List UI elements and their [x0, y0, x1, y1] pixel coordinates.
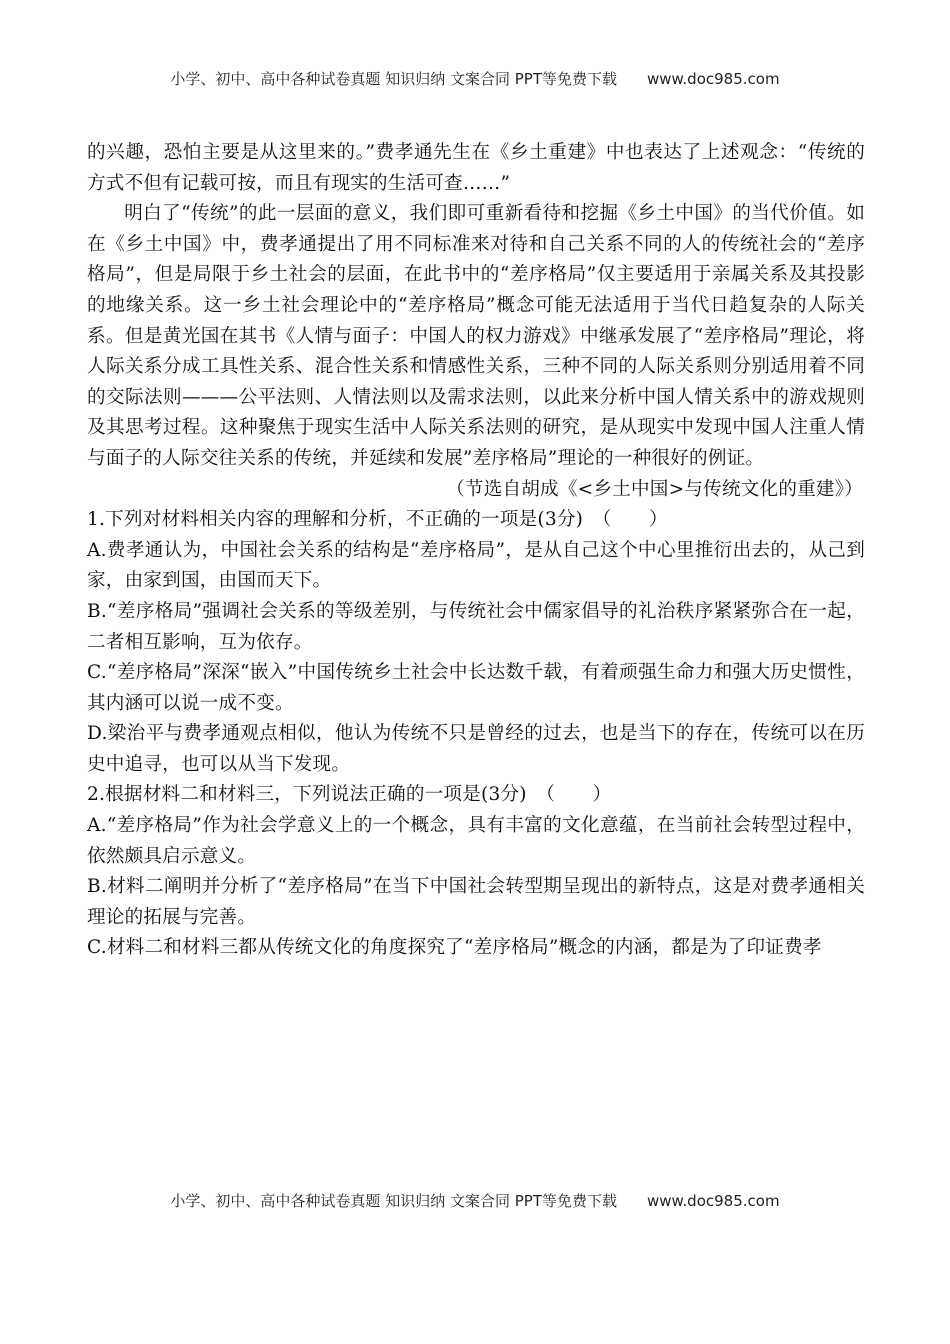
passage-source: （节选自胡成《<乡土中国>与传统文化的重建》） — [446, 478, 863, 500]
footer-site: www.doc985.com — [646, 1192, 780, 1210]
question-1-option-d: D.梁治平与费孝通观点相似，他认为传统不只是曾经的过去，也是当下的存在，传统可以在历史中追寻，也可以从当下发现。 — [87, 723, 865, 775]
page-footer — [0, 1190, 950, 1211]
question-2-option-a: A.“差序格局”作为社会学意义上的一个概念，具有丰富的文化意蕴，在当前社会转型过程中，依然颇具启示意义。 — [87, 815, 865, 867]
footer-text: 小学、初中、高中各种试卷真题 知识归纳 文案合同 PPT等免费下载 — [170, 1192, 617, 1210]
question-1-option-c: C.“差序格局”深深“嵌入”中国传统乡土社会中长达数千载，有着顽强生命力和强大历史惯性，其内涵可以说一成不变。 — [87, 662, 865, 714]
question-2-option-c: C.材料二和材料三都从传统文化的角度探究了“差序格局”概念的内涵，都是为了印证费孝 — [87, 937, 822, 959]
question-2-stem: 2.根据材料二和材料三，下列说法正确的一项是(3分) （ ） — [87, 784, 612, 806]
question-1-option-b: B.“差序格局”强调社会关系的等级差别，与传统社会中儒家倡导的礼治秩序紧紧弥合在一起，二者相互影响，互为依存。 — [87, 600, 865, 653]
question-2-option-b: B.材料二阐明并分析了“差序格局”在当下中国社会转型期呈现出的新特点，这是对费孝通相关理论的拓展与完善。 — [87, 876, 865, 928]
header-text: 小学、初中、高中各种试卷真题 知识归纳 文案合同 PPT等免费下载 — [170, 70, 617, 88]
header-site: www.doc985.com — [646, 70, 780, 88]
passage-paragraph-2: 明白了“传统”的此一层面的意义，我们即可重新看待和挖掘《乡土中国》的当代价值。如在《乡土中国》中，费孝通提出了用不同标准来对待和自己关系不同的人的传统社会的“差序格局”，但是局限于乡土社会的层面，在此书中的“差序格局”仅主要适用于亲属关系及其投影的地缘关系。这一乡土社会理论中的“差序格局”概念可能无法适用于当代日趋复杂的人际关系。但是黄光国在其书《人情与面子：中国人的权力游戏》中继承发展了“差序格局”理论，将人际关系分成工具性关系、混合性关系和情感性关系，三种不同的人际关系则分别适用着不同的交际法则———公平法则、人情法则以及需求法则，以此来分析中国人情关系中的游戏规则及其思考过程。这种聚焦于现实生活中人际关系法则的研究，是从现实中发现中国人注重人情与面子的人际交往关系的传统，并延续和发展”差序格局”理论的一种很好的例证。 — [87, 203, 865, 469]
question-1-option-a: A.费孝通认为，中国社会关系的结构是“差序格局”，是从自己这个中心里推衍出去的，从己到家，由家到国，由国而天下。 — [87, 539, 865, 592]
passage-paragraph-1: 的兴趣，恐怕主要是从这里来的。”费孝通先生在《乡土重建》中也表达了上述观念：“传统的方式不但有记载可按，而且有现实的生活可查……” — [87, 142, 865, 194]
question-1-stem: 1.下列对材料相关内容的理解和分析，不正确的一项是(3分) （ ） — [87, 509, 668, 531]
page-header — [0, 68, 950, 89]
document-body — [87, 138, 865, 964]
